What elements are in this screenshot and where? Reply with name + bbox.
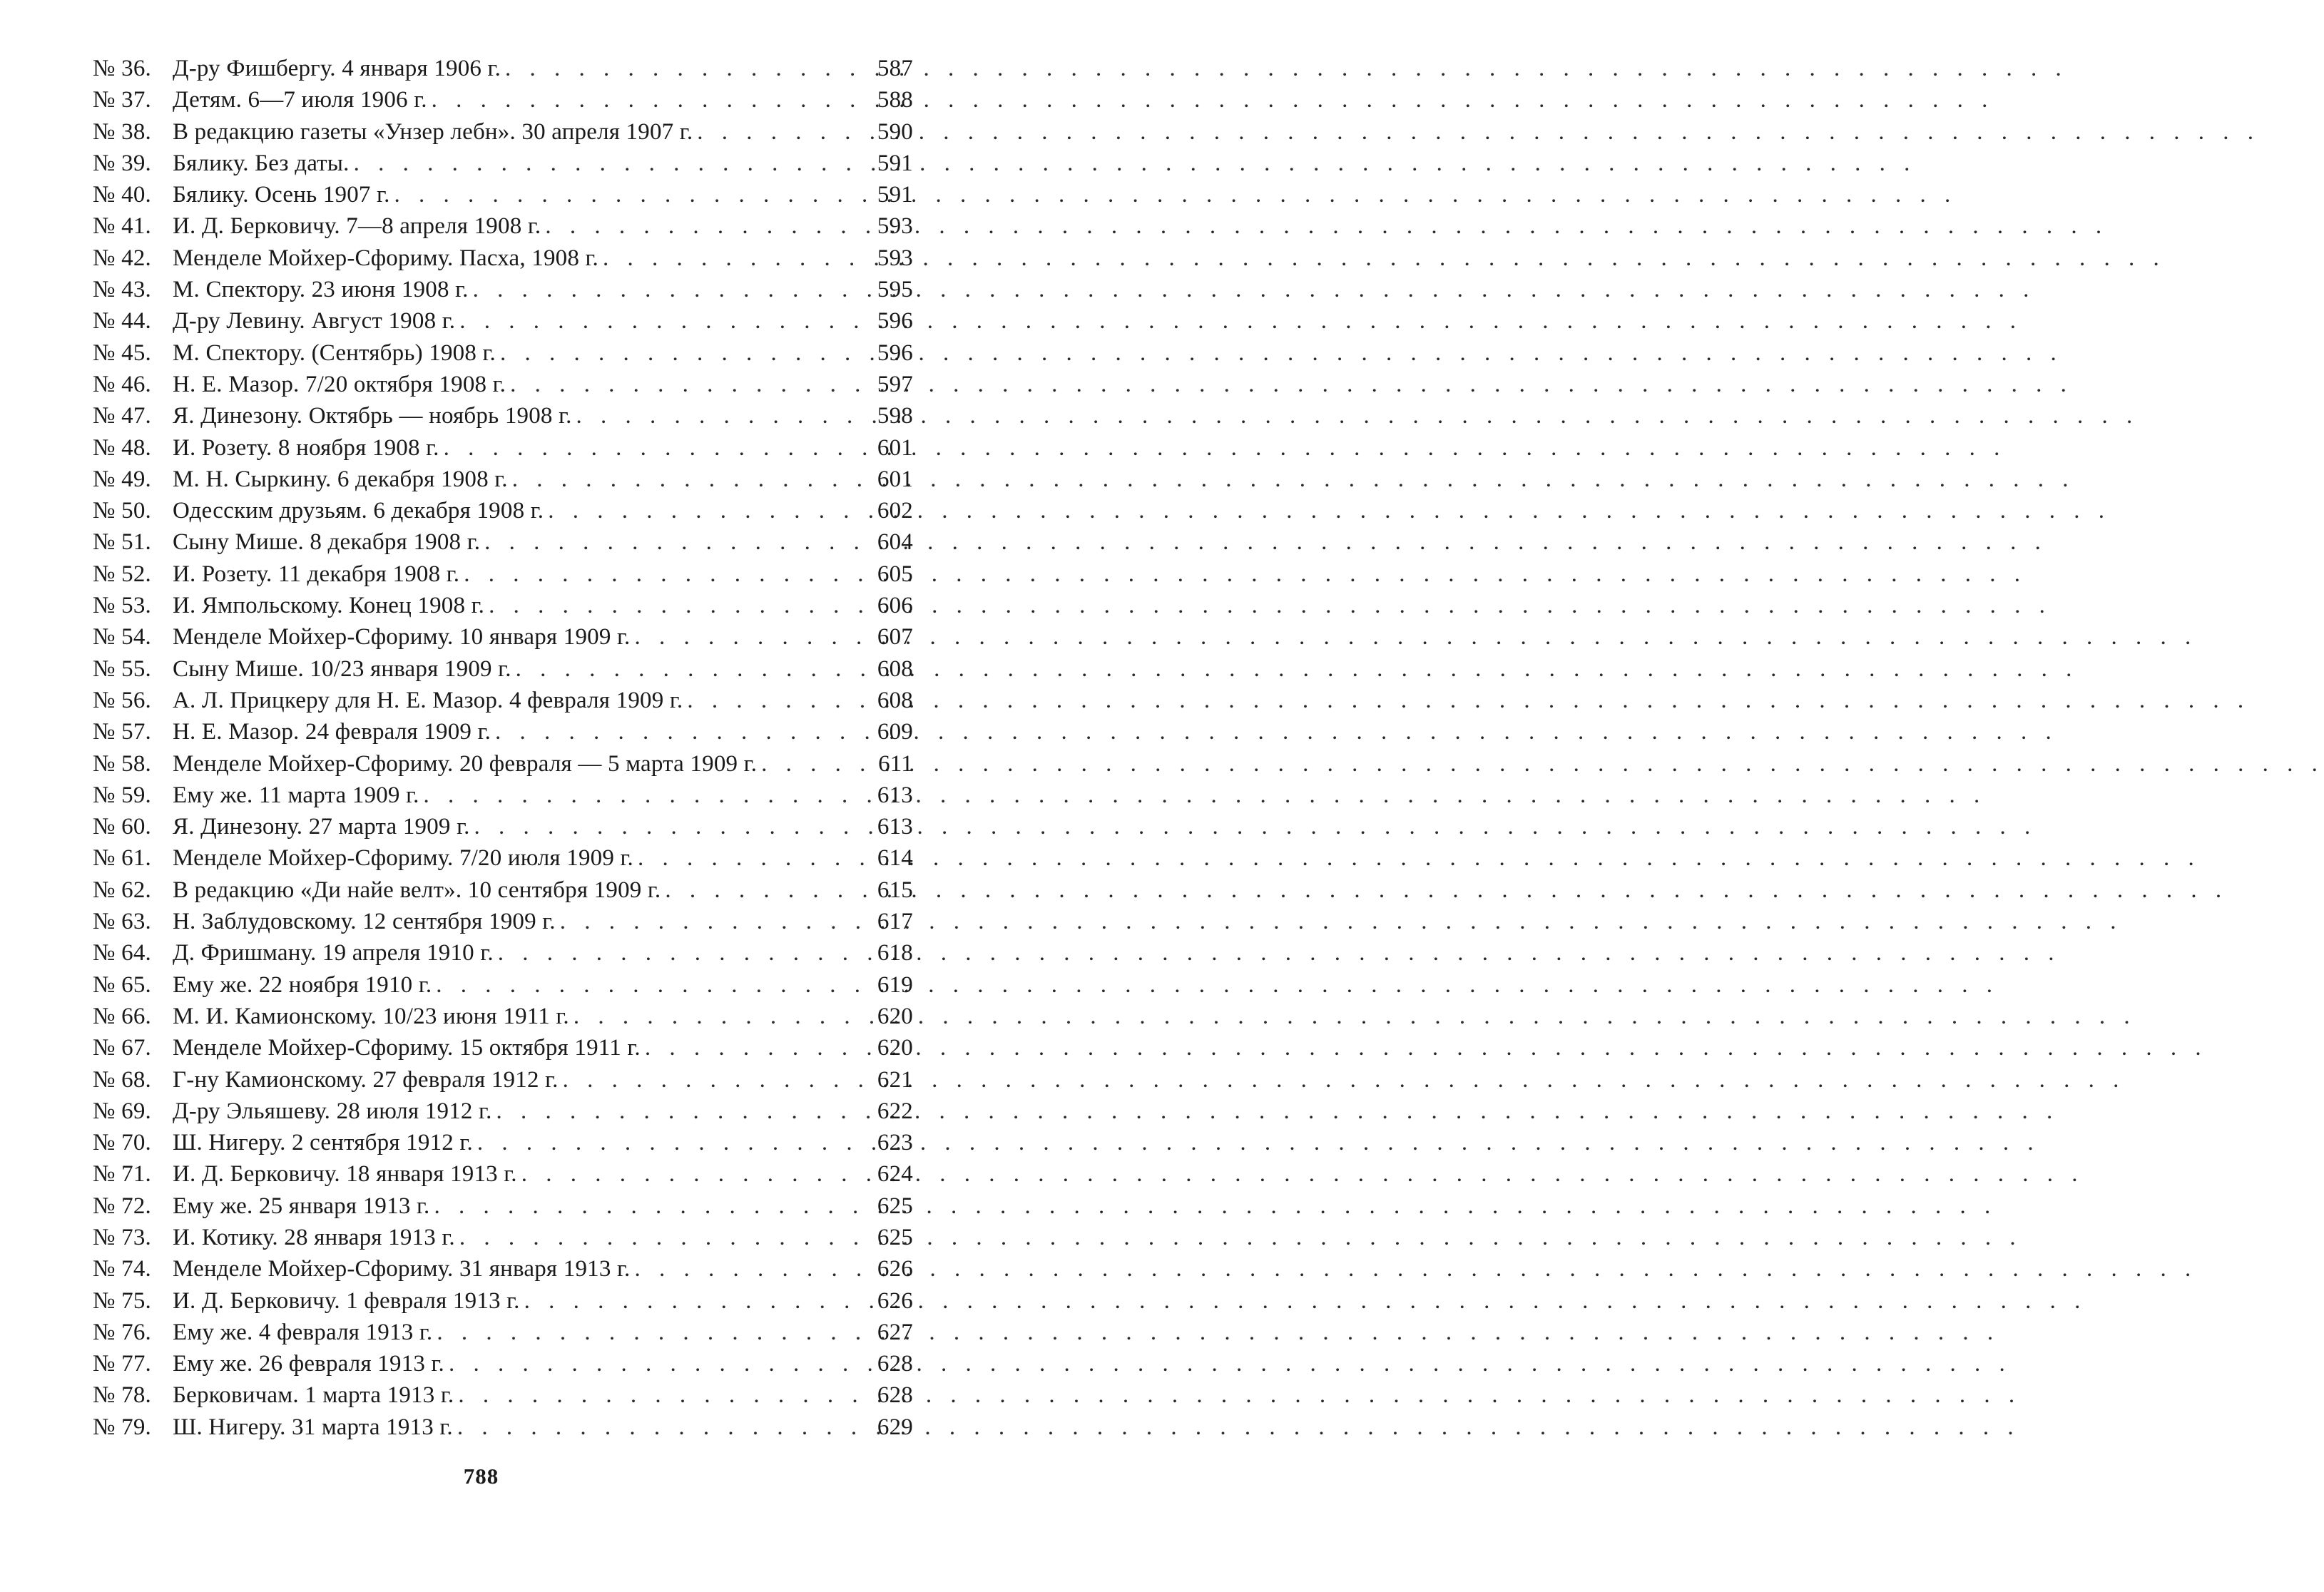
- entry-title: Н. Е. Мазор. 7/20 октября 1908 г.: [173, 371, 506, 397]
- entry-number: № 51.: [93, 529, 151, 556]
- toc-entry: [93, 1096, 913, 1127]
- entry-page-number: 608: [877, 687, 913, 713]
- entry-number: № 74.: [93, 1256, 151, 1282]
- entry-page-number: 613: [877, 782, 913, 808]
- entry-number: № 47.: [93, 403, 151, 429]
- entry-number: № 56.: [93, 687, 151, 713]
- entry-page-number: 623: [877, 1130, 913, 1156]
- toc-entry: [93, 969, 913, 1001]
- dot-leader: [521, 1158, 873, 1190]
- entry-number: № 65.: [93, 971, 151, 998]
- entry-title: Н. Заблудовскому. 12 сентября 1909 г.: [173, 909, 556, 935]
- entry-number: № 78.: [93, 1382, 151, 1409]
- toc-entry: [93, 716, 913, 747]
- dot-leader: [563, 1064, 873, 1096]
- dot-leader: [474, 811, 873, 842]
- entry-title: Ему же. 22 ноября 1910 г.: [173, 971, 432, 998]
- entry-number: № 79.: [93, 1414, 151, 1440]
- dot-leader: [687, 685, 873, 716]
- entry-page-number: 625: [877, 1193, 913, 1219]
- table-of-contents: [93, 53, 913, 1443]
- toc-entry: [93, 685, 913, 716]
- toc-entry: [93, 937, 913, 969]
- dot-leader: [505, 53, 873, 84]
- toc-entry: [93, 210, 913, 242]
- entry-number: № 45.: [93, 340, 151, 366]
- toc-entry: [93, 1348, 913, 1379]
- entry-number: № 62.: [93, 877, 151, 903]
- dot-leader: [489, 590, 873, 621]
- entry-page-number: 598: [877, 403, 913, 429]
- entry-number: № 69.: [93, 1098, 151, 1124]
- entry-number: № 53.: [93, 593, 151, 619]
- entry-title: Менделе Мойхер-Сфориму. 7/20 июля 1909 г.: [173, 845, 633, 872]
- dot-leader: [512, 464, 873, 495]
- entry-title: Ему же. 4 февраля 1913 г.: [173, 1319, 433, 1345]
- entry-title: Ш. Нигеру. 2 сентября 1912 г.: [173, 1130, 473, 1156]
- entry-number: № 54.: [93, 624, 151, 650]
- book-page: [0, 0, 962, 1592]
- toc-entry: [93, 590, 913, 621]
- entry-title: М. Спектору. 23 июня 1908 г.: [173, 277, 469, 303]
- dot-leader: [548, 495, 873, 526]
- entry-page-number: 593: [877, 213, 913, 240]
- entry-title: Д-ру Левину. Август 1908 г.: [173, 308, 456, 335]
- dot-leader: [457, 1412, 873, 1443]
- toc-entry: [93, 53, 913, 84]
- entry-page-number: 597: [877, 371, 913, 397]
- entry-title: В редакцию газеты «Унзер лебн». 30 апреля 1907 г.: [173, 118, 693, 145]
- entry-title: М. Н. Сыркину. 6 декабря 1908 г.: [173, 466, 508, 492]
- entry-number: № 55.: [93, 655, 151, 682]
- entry-title: Одесским друзьям. 6 декабря 1908 г.: [173, 498, 544, 524]
- toc-entry: [93, 811, 913, 842]
- entry-page-number: 629: [877, 1414, 913, 1440]
- entry-number: № 40.: [93, 182, 151, 208]
- toc-entry: [93, 558, 913, 590]
- entry-title: Менделе Мойхер-Сфориму. Пасха, 1908 г.: [173, 245, 598, 271]
- entry-number: № 36.: [93, 56, 151, 81]
- entry-page-number: 605: [877, 561, 913, 587]
- dot-leader: [424, 780, 873, 811]
- entry-title: Г-ну Камионскому. 27 февраля 1912 г.: [173, 1066, 559, 1093]
- entry-page-number: 607: [877, 624, 913, 650]
- entry-page-number: 628: [877, 1351, 913, 1377]
- entry-number: № 49.: [93, 466, 151, 492]
- entry-title: Менделе Мойхер-Сфориму. 31 января 1913 г.: [173, 1256, 631, 1282]
- toc-entry: [93, 1379, 913, 1411]
- toc-entry: [93, 1253, 913, 1285]
- dot-leader: [394, 179, 873, 210]
- entry-title: М. И. Камионскому. 10/23 июня 1911 г.: [173, 1003, 569, 1029]
- toc-entry: [93, 305, 913, 337]
- entry-title: И. Розету. 8 ноября 1908 г.: [173, 434, 439, 461]
- dot-leader: [516, 653, 873, 685]
- toc-entry: [93, 116, 913, 148]
- entry-number: № 63.: [93, 909, 151, 935]
- entry-page-number: 595: [877, 277, 913, 303]
- toc-entry: [93, 780, 913, 811]
- entry-title: Берковичам. 1 марта 1913 г.: [173, 1382, 454, 1409]
- toc-entry: [93, 179, 913, 210]
- toc-entry: [93, 1412, 913, 1443]
- entry-title: Бялику. Без даты.: [173, 150, 350, 176]
- entry-title: Д-ру Эльяшеву. 28 июля 1912 г.: [173, 1098, 492, 1124]
- dot-leader: [444, 432, 873, 464]
- toc-entry: [93, 148, 913, 179]
- toc-entry: [93, 1032, 913, 1063]
- entry-page-number: 618: [877, 940, 913, 966]
- entry-number: № 60.: [93, 814, 151, 840]
- entry-page-number: 604: [877, 529, 913, 556]
- toc-entry: [93, 337, 913, 369]
- toc-entry: [93, 1158, 913, 1190]
- dot-leader: [634, 621, 873, 653]
- entry-title: И. Д. Берковичу. 1 февраля 1913 г.: [173, 1287, 520, 1314]
- entry-title: И. Д. Берковичу. 18 января 1913 г.: [173, 1161, 517, 1188]
- entry-page-number: 609: [877, 719, 913, 745]
- entry-title: И. Котику. 28 января 1913 г.: [173, 1224, 455, 1250]
- entry-title: Я. Динезону. Октябрь — ноябрь 1908 г.: [173, 403, 572, 429]
- entry-title: Д. Фришману. 19 апреля 1910 г.: [173, 940, 494, 966]
- entry-number: № 61.: [93, 845, 151, 872]
- dot-leader: [638, 842, 873, 874]
- entry-page-number: 596: [877, 340, 913, 366]
- toc-entry: [93, 1222, 913, 1253]
- entry-number: № 75.: [93, 1287, 151, 1314]
- dot-leader: [603, 243, 873, 274]
- entry-page-number: 614: [877, 845, 913, 872]
- entry-page-number: 591: [877, 182, 913, 208]
- toc-entry: [93, 1064, 913, 1096]
- entry-page-number: 615: [877, 877, 913, 903]
- entry-title: М. Спектору. (Сентябрь) 1908 г.: [173, 340, 496, 366]
- entry-title: И. Ямпольскому. Конец 1908 г.: [173, 593, 485, 619]
- entry-title: Н. Е. Мазор. 24 февраля 1909 г.: [173, 719, 491, 745]
- entry-page-number: 617: [877, 909, 913, 935]
- entry-number: № 67.: [93, 1035, 151, 1061]
- toc-entry: [93, 653, 913, 685]
- entry-title: Сыну Мише. 8 декабря 1908 г.: [173, 529, 481, 556]
- entry-number: № 71.: [93, 1161, 151, 1188]
- entry-page-number: 620: [877, 1035, 913, 1061]
- entry-page-number: 628: [877, 1382, 913, 1409]
- entry-title: Менделе Мойхер-Сфориму. 15 октября 1911 г.: [173, 1035, 641, 1061]
- entry-page-number: 626: [877, 1256, 913, 1282]
- entry-title: Менделе Мойхер-Сфориму. 20 февраля — 5 марта 1909 г.: [173, 750, 758, 777]
- toc-entry: [93, 842, 913, 874]
- dot-leader: [459, 1222, 873, 1253]
- entry-number: № 70.: [93, 1130, 151, 1156]
- toc-entry: [93, 400, 913, 432]
- entry-title: Ему же. 25 января 1913 г.: [173, 1193, 430, 1219]
- entry-number: № 57.: [93, 719, 151, 745]
- entry-page-number: 621: [877, 1066, 913, 1093]
- dot-leader: [697, 116, 873, 148]
- entry-page-number: 590: [877, 118, 913, 145]
- toc-entry: [93, 1001, 913, 1032]
- toc-entry: [93, 84, 913, 116]
- entry-title: Ему же. 11 марта 1909 г.: [173, 782, 419, 808]
- entry-title: Ш. Нигеру. 31 марта 1913 г.: [173, 1414, 453, 1440]
- entry-number: № 37.: [93, 87, 151, 113]
- entry-page-number: 591: [877, 150, 913, 176]
- dot-leader: [459, 305, 873, 337]
- dot-leader: [495, 716, 873, 747]
- entry-number: № 39.: [93, 150, 151, 176]
- entry-title: Д-ру Фишбергу. 4 января 1906 г.: [173, 56, 501, 81]
- entry-number: № 68.: [93, 1066, 151, 1093]
- entry-number: № 43.: [93, 277, 151, 303]
- toc-entry: [93, 874, 913, 906]
- entry-page-number: 613: [877, 814, 913, 840]
- dot-leader: [545, 210, 873, 242]
- page-number: 788: [463, 1464, 499, 1489]
- entry-title: И. Розету. 11 декабря 1908 г.: [173, 561, 460, 587]
- toc-entry: [93, 748, 913, 780]
- entry-page-number: 608: [877, 655, 913, 682]
- toc-entry: [93, 495, 913, 526]
- entry-number: № 66.: [93, 1003, 151, 1029]
- entry-title: Бялику. Осень 1907 г.: [173, 182, 390, 208]
- entry-number: № 72.: [93, 1193, 151, 1219]
- entry-number: № 73.: [93, 1224, 151, 1250]
- entry-page-number: 596: [877, 308, 913, 335]
- dot-leader: [498, 937, 873, 969]
- entry-page-number: 606: [877, 593, 913, 619]
- entry-title: Детям. 6—7 июля 1906 г.: [173, 87, 427, 113]
- entry-page-number: 620: [877, 1003, 913, 1029]
- entry-page-number: 627: [877, 1319, 913, 1345]
- entry-number: № 76.: [93, 1319, 151, 1345]
- toc-entry: [93, 1285, 913, 1317]
- toc-entry: [93, 369, 913, 400]
- entry-title: Менделе Мойхер-Сфориму. 10 января 1909 г.: [173, 624, 631, 650]
- toc-entry: [93, 526, 913, 558]
- entry-title: Ему же. 26 февраля 1913 г.: [173, 1351, 445, 1377]
- dot-leader: [761, 748, 873, 780]
- entry-page-number: 626: [877, 1287, 913, 1314]
- entry-page-number: 611: [878, 750, 913, 777]
- toc-entry: [93, 274, 913, 305]
- dot-leader: [524, 1285, 873, 1317]
- entry-page-number: 593: [877, 245, 913, 271]
- entry-title: В редакцию «Ди найе велт». 10 сентября 1909 г.: [173, 877, 661, 903]
- entry-number: № 38.: [93, 118, 151, 145]
- dot-leader: [436, 969, 873, 1001]
- dot-leader: [560, 906, 873, 937]
- entry-page-number: 588: [877, 87, 913, 113]
- entry-number: № 46.: [93, 371, 151, 397]
- dot-leader: [665, 874, 873, 906]
- dot-leader: [576, 400, 873, 432]
- dot-leader: [458, 1379, 873, 1411]
- entry-title: Я. Динезону. 27 марта 1909 г.: [173, 814, 470, 840]
- dot-leader: [634, 1253, 873, 1285]
- dot-leader: [473, 274, 873, 305]
- dot-leader: [437, 1317, 873, 1348]
- toc-entry: [93, 432, 913, 464]
- entry-number: № 58.: [93, 750, 151, 777]
- entry-title: А. Л. Прицкеру для Н. Е. Мазор. 4 февраля 1909 г.: [173, 687, 683, 713]
- entry-number: № 41.: [93, 213, 151, 240]
- entry-number: № 42.: [93, 245, 151, 271]
- toc-entry: [93, 906, 913, 937]
- entry-number: № 77.: [93, 1351, 151, 1377]
- dot-leader: [449, 1348, 873, 1379]
- dot-leader: [484, 526, 873, 558]
- dot-leader: [574, 1001, 873, 1032]
- toc-entry: [93, 1317, 913, 1348]
- entry-page-number: 587: [877, 56, 913, 81]
- dot-leader: [477, 1127, 873, 1158]
- entry-number: № 64.: [93, 940, 151, 966]
- entry-page-number: 622: [877, 1098, 913, 1124]
- toc-entry: [93, 1127, 913, 1158]
- dot-leader: [500, 337, 873, 369]
- dot-leader: [496, 1096, 873, 1127]
- entry-number: № 52.: [93, 561, 151, 587]
- entry-number: № 48.: [93, 434, 151, 461]
- entry-page-number: 601: [877, 466, 913, 492]
- entry-title: Сыну Мише. 10/23 января 1909 г.: [173, 655, 511, 682]
- dot-leader: [464, 558, 873, 590]
- toc-entry: [93, 621, 913, 653]
- entry-page-number: 625: [877, 1224, 913, 1250]
- dot-leader: [510, 369, 873, 400]
- entry-number: № 50.: [93, 498, 151, 524]
- toc-entry: [93, 243, 913, 274]
- entry-page-number: 602: [877, 498, 913, 524]
- entry-page-number: 619: [877, 971, 913, 998]
- entry-number: № 59.: [93, 782, 151, 808]
- toc-entry: [93, 464, 913, 495]
- toc-entry: [93, 1190, 913, 1222]
- entry-page-number: 601: [877, 434, 913, 461]
- dot-leader: [432, 84, 873, 116]
- entry-page-number: 624: [877, 1161, 913, 1188]
- entry-title: И. Д. Берковичу. 7—8 апреля 1908 г.: [173, 213, 541, 240]
- entry-number: № 44.: [93, 308, 151, 335]
- dot-leader: [354, 148, 873, 179]
- dot-leader: [434, 1190, 873, 1222]
- dot-leader: [645, 1032, 873, 1063]
